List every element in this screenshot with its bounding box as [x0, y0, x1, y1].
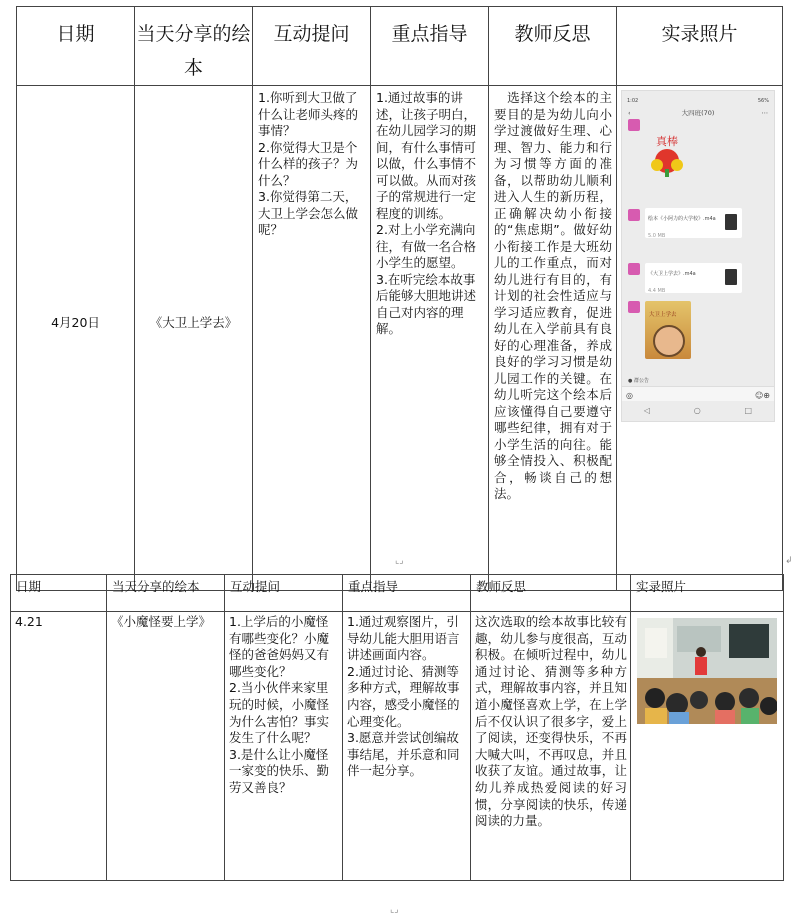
photo-cell — [617, 86, 783, 591]
reflection-cell: 这次选取的绘本故事比较有趣，幼儿参与度很高，互动积极。在倾听过程中，幼儿通过讨论、猜测等多种方式，理解故事内容，并且知道小魔怪喜欢上学，在上学后不仅认识了很多字，爱上了阅读，还变得快乐，不再大喊大叫，不再叹息，并且收获了友谊。通过故事，让幼儿养成热爱阅读的好习惯，分享阅读的快乐，传递阅读的力量。 — [471, 612, 631, 881]
table1-body-row — [17, 86, 783, 591]
nav-home-icon[interactable]: ○ — [693, 405, 701, 415]
activity-table-1 — [16, 6, 783, 591]
status-time: 1:02 — [627, 98, 639, 104]
header-questions: 互动提问 — [253, 7, 371, 86]
file2-name: 《大卫上学去》.m4a — [648, 271, 696, 277]
header-photo: 实录照片 — [631, 575, 784, 612]
file-message-1[interactable] — [645, 208, 742, 238]
avatar — [628, 119, 640, 131]
header-photo: 实录照片 — [617, 7, 783, 86]
emoji-plus-icon[interactable]: ☺⊕ — [754, 391, 770, 400]
avatar — [628, 301, 640, 313]
file1-size: 5.0 MB — [648, 232, 666, 239]
activity-table-2 — [10, 574, 784, 881]
svg-text:真棒: 真棒 — [656, 135, 678, 148]
table2-header-row — [11, 575, 784, 612]
header-guidance: 重点指导 — [343, 575, 471, 612]
book-cell: 《大卫上学去》 — [135, 86, 253, 591]
audio-file-icon — [725, 269, 737, 285]
header-date: 日期 — [11, 575, 107, 612]
header-questions: 互动提问 — [225, 575, 343, 612]
header-guidance: 重点指导 — [371, 7, 489, 86]
flower-sticker-image — [646, 131, 688, 177]
chat-title: 大四班(70) — [681, 109, 715, 117]
date-cell: 4.21 — [11, 612, 107, 881]
voice-icon[interactable]: ◎ — [626, 391, 633, 400]
back-arrow-icon: ‹ — [628, 109, 631, 117]
book-cover-image[interactable] — [645, 301, 691, 359]
table1-header-row — [17, 7, 783, 86]
group-notice[interactable]: ● 群公告 — [628, 378, 649, 384]
page-break-marker: ↲ — [785, 556, 793, 566]
book-cover-title: 大卫上学去 — [649, 312, 677, 318]
photo-cell — [631, 612, 784, 881]
questions-cell: 1.你听到大卫做了什么让老师头疼的事情？ 2.你觉得大卫是个什么样的孩子？为什么？ 3.你觉得第二天，大卫上学会怎么做呢？ — [253, 86, 371, 591]
file-message-2[interactable] — [645, 263, 742, 293]
reflection-cell: 选择这个绘本的主要目的是为幼儿向小学过渡做好生理、心理、智力、能力和行为习惯等方面的准备，以帮助幼儿顺利进入人生的新历程，正确解决幼小衔接的“焦虑期”。做好幼小衔接工作是大班幼儿的工作重点，而对幼儿进行有目的，有计划的社会性适应与学习适应教育，促进幼儿在入学前具有良好的心理准备，养成良好的学习习惯是幼儿园工作的关键。在幼儿听完这个绘本后应该懂得自己要遵守哪些纪律，拥有对于小学生活的向往。能够全情投入、积极配合，畅谈自己的想法。 — [489, 86, 617, 591]
system-nav-bar — [622, 401, 774, 421]
status-bar — [622, 91, 774, 105]
book-cell: 《小魔怪要上学》 — [107, 612, 225, 881]
header-reflection: 教师反思 — [471, 575, 631, 612]
table2-body-row — [11, 612, 784, 881]
chat-input-bar[interactable] — [622, 386, 774, 401]
header-date: 日期 — [17, 7, 135, 86]
header-book: 当天分享的绘本 — [135, 7, 253, 86]
file2-size: 4.4 MB — [648, 287, 666, 294]
chat-header — [622, 105, 774, 119]
book-character-image — [653, 325, 685, 357]
header-reflection: 教师反思 — [489, 7, 617, 86]
audio-file-icon — [725, 214, 737, 230]
classroom-photo — [637, 618, 777, 724]
guidance-cell: 1.通过观察图片，引导幼儿能大胆用语言讲述画面内容。 2.通过讨论、猜测等多种方式，理解故事内容，感受小魔怪的心理变化。 3.愿意并尝试创编故事结尾，并乐意和同伴一起分享。 — [343, 612, 471, 881]
page-break-marker: ⌞⌟ — [390, 905, 399, 915]
nav-back-icon[interactable]: ◁ — [643, 405, 651, 415]
status-battery: 56% — [757, 98, 769, 104]
questions-cell: 1.上学后的小魔怪有哪些变化？小魔怪的爸爸妈妈又有哪些变化？ 2.当小伙伴来家里玩的时候，小魔怪为什么害怕？事实发生了什么呢？ 3.是什么让小魔怪一家变的快乐、勤劳又善良？ — [225, 612, 343, 881]
more-icon: ⋯ — [761, 109, 768, 117]
chat-screenshot — [621, 90, 775, 422]
guidance-cell: 1.通过故事的讲述，让孩子明白，在幼儿园学习的期间，有什么事情可以做，什么事情不可以做。从而对孩子的常规进行一定程度的训练。 2.对上小学充满向往，有做一名合格小学生的愿望。 3.在听完绘本故事后能够大胆地讲述自己对内容的理解。 — [371, 86, 489, 591]
date-cell: 4月20日 — [17, 86, 135, 591]
avatar — [628, 263, 640, 275]
avatar — [628, 209, 640, 221]
nav-recent-icon[interactable]: □ — [744, 405, 753, 415]
file1-name: 绘本《小阿力的大学校》.m4a — [648, 216, 716, 222]
header-book: 当天分享的绘本 — [107, 575, 225, 612]
page-break-marker: ⌞⌟ — [395, 556, 404, 566]
